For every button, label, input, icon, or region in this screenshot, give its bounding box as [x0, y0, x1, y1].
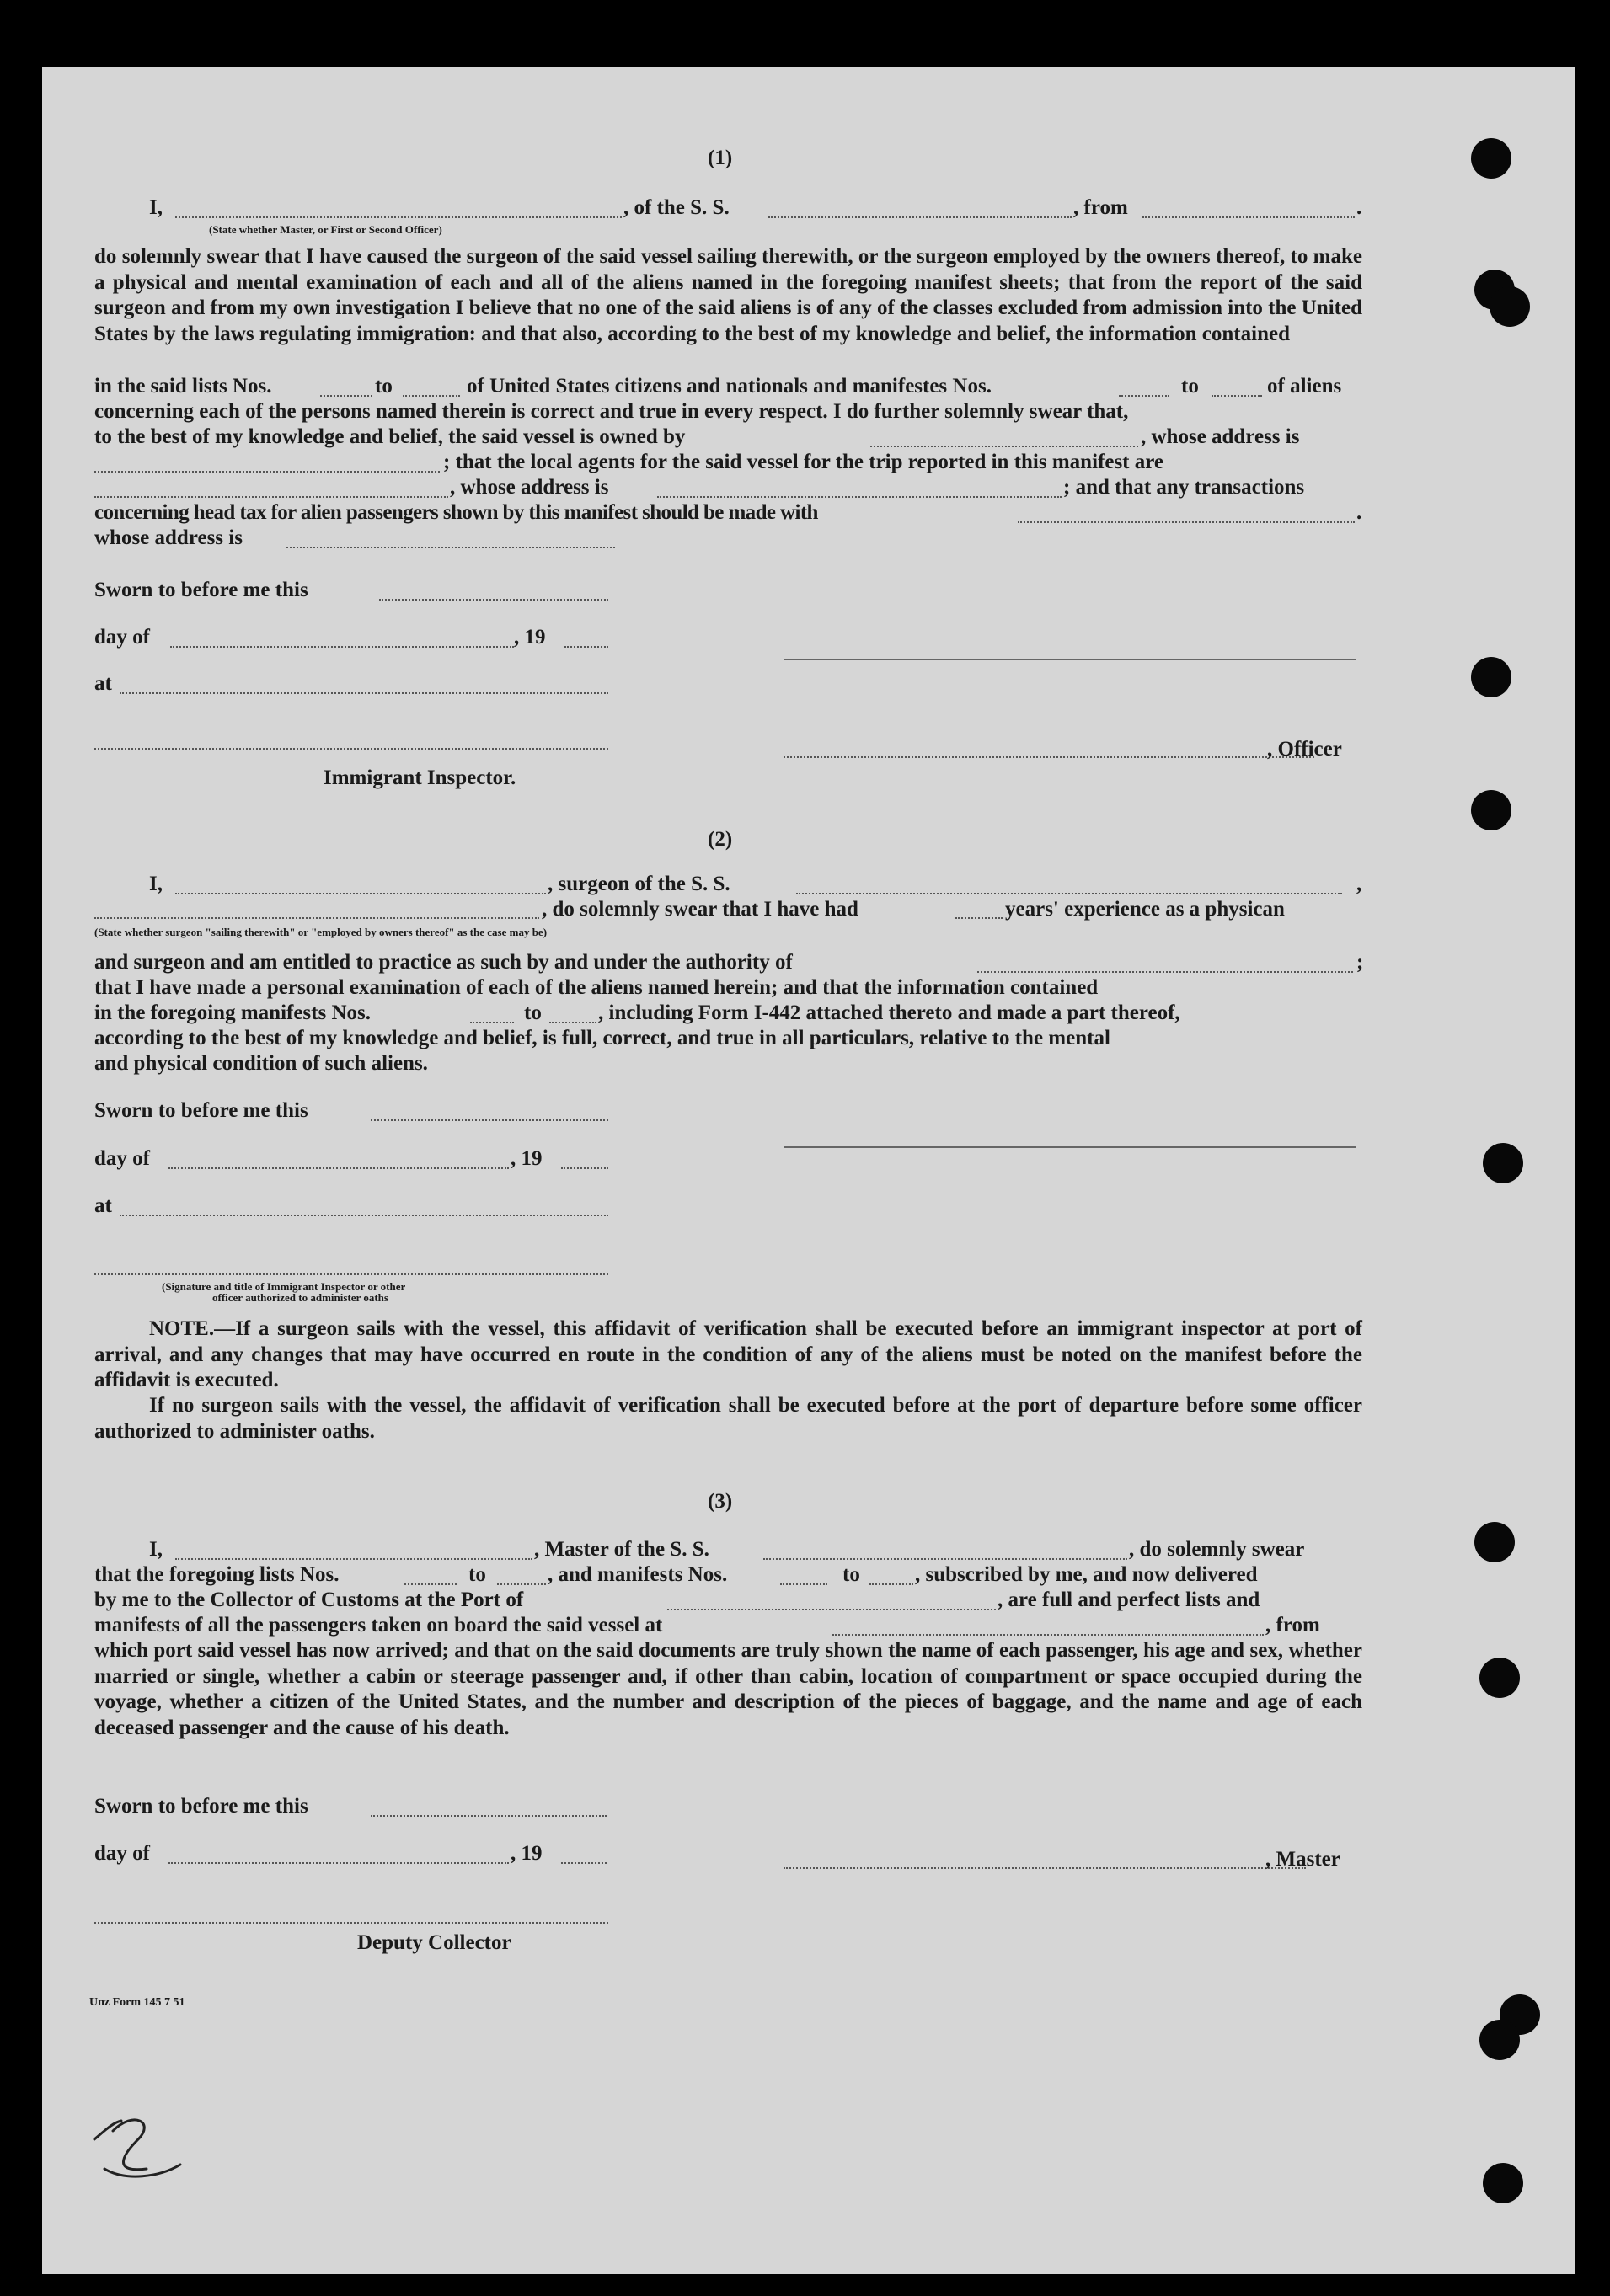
s3-sworn-field[interactable]	[371, 1815, 607, 1817]
s1-agents-label: ; that the local agents for the said vessel for the trip reported in this manifest are	[443, 451, 1163, 473]
punch-hole	[1483, 1143, 1523, 1183]
s3-day-of-label: day of	[94, 1842, 150, 1865]
s1-lists-to-field[interactable]	[403, 395, 460, 397]
s3-year-field[interactable]	[561, 1862, 607, 1864]
s2-examination-line: that I have made a personal examination of each of the aliens named herein; and that the information contained	[94, 976, 1099, 999]
s1-sworn-label: Sworn to before me this	[94, 579, 308, 601]
s2-manifests-from-field[interactable]	[470, 1022, 514, 1023]
s1-vessel-field[interactable]	[768, 216, 1072, 218]
s2-experience-label: years' experience as a physican	[1005, 898, 1285, 921]
punch-hole	[1479, 2020, 1520, 2060]
s2-day-field[interactable]	[168, 1167, 509, 1169]
section-1-number: (1)	[708, 147, 733, 169]
s2-surgeon-name-field[interactable]	[175, 893, 546, 894]
s3-master-name-field[interactable]	[175, 1558, 532, 1560]
s1-sworn-field[interactable]	[379, 599, 608, 601]
s2-at-label: at	[94, 1194, 112, 1217]
s2-at-field[interactable]	[120, 1215, 608, 1216]
s3-manifests-to-field[interactable]	[869, 1583, 913, 1585]
s3-day-field[interactable]	[168, 1862, 509, 1864]
s1-aliens-label: of aliens	[1267, 375, 1342, 398]
s2-authority-label: and surgeon and am entitled to practice as such by and under the authority of	[94, 951, 793, 974]
s3-from-label: , from	[1265, 1614, 1320, 1637]
s1-manifests-to-label: to	[1181, 375, 1199, 398]
s2-sailing-status-field[interactable]	[94, 917, 539, 919]
s1-lists-nos-label: in the said lists Nos.	[94, 375, 272, 398]
s3-embark-port-field[interactable]	[832, 1634, 1264, 1636]
s3-master-signature-line[interactable]	[784, 1867, 1306, 1869]
s1-owner-address-field[interactable]	[94, 471, 440, 473]
s1-officer-signature-line-upper[interactable]	[784, 659, 1356, 660]
s1-period: .	[1356, 196, 1362, 219]
s1-oath-paragraph: do solemnly swear that I have caused the surgeon of the said vessel sailing therewith, or the surgeon employed by the owners thereof, to make a physical and mental examination of each and all of the aliens named in the foregoing manifest sheets; that from the report of the said surgeon and from my own investigation I believe that no one of the said aliens is of any of the classes excluded from admission into the United States by the laws regulating immigration: and that also, according to the best of my knowledge and belief, the information contained	[94, 245, 1362, 345]
s1-of-ss-label: , of the S. S.	[623, 196, 730, 219]
s2-year-label: , 19	[511, 1147, 543, 1170]
s2-comma: ,	[1356, 873, 1362, 895]
s2-sailing-hint: (State whether surgeon "sailing therewith" or "employed by owners thereof" as the case may be)	[94, 926, 548, 938]
s3-port-label: by me to the Collector of Customs at the Port of	[94, 1589, 524, 1611]
s2-manifests-to-label: to	[524, 1001, 542, 1024]
s1-transactions-label: ; and that any transactions	[1063, 476, 1305, 499]
s1-at-field[interactable]	[120, 692, 608, 694]
s3-port-field[interactable]	[667, 1609, 996, 1610]
punch-hole	[1471, 657, 1511, 697]
s2-inspector-signature-line[interactable]	[94, 1273, 608, 1275]
s1-head-tax-field[interactable]	[1018, 521, 1355, 523]
s1-agents-field[interactable]	[94, 496, 448, 498]
s2-manifests-nos-label: in the foregoing manifests Nos.	[94, 1001, 372, 1024]
punch-hole	[1483, 2163, 1523, 2203]
s1-officer-name-field[interactable]	[175, 216, 622, 218]
s3-year-label: , 19	[511, 1842, 543, 1865]
s2-years-field[interactable]	[955, 917, 1003, 919]
s1-agents-address-field[interactable]	[657, 496, 1062, 498]
form-number: Unz Form 145 7 51	[89, 1996, 185, 2009]
section-3-number: (3)	[708, 1490, 733, 1513]
s1-head-tax-address-field[interactable]	[286, 547, 615, 548]
s2-year-field[interactable]	[561, 1167, 608, 1169]
s1-lists-from-field[interactable]	[320, 395, 372, 397]
s1-whose-address-label: whose address is	[94, 526, 243, 549]
s1-inspector-label: Immigrant Inspector.	[324, 766, 516, 789]
s1-head-tax-period: .	[1356, 501, 1362, 524]
s3-lists-to-field[interactable]	[497, 1583, 546, 1585]
s3-delivered-label: , subscribed by me, and now delivered	[915, 1563, 1258, 1586]
s1-owned-by-label: to the best of my knowledge and belief, the said vessel is owned by	[94, 425, 686, 448]
punch-hole	[1471, 790, 1511, 830]
s3-arrival-paragraph: which port said vessel has now arrived; and that on the said documents are truly shown the name of each passenger, his age and sex, whether married or single, whether a cabin or steerage passenger and, if other than cabin, location of compartment or space occupied during the voyage, whether a citizen of the United States, and the number and description of the pieces of baggage, and the name and age of each deceased passenger and the cause of his death.	[94, 1639, 1362, 1739]
s2-sworn-label: Sworn to before me this	[94, 1099, 308, 1122]
s3-i-label: I,	[149, 1538, 163, 1561]
s3-lists-to-label: to	[468, 1563, 486, 1586]
s3-vessel-field[interactable]	[763, 1558, 1127, 1560]
s2-surgeon-signature-line[interactable]	[784, 1146, 1356, 1148]
s1-year-label: , 19	[514, 626, 546, 649]
s3-lists-nos-label: that the foregoing lists Nos.	[94, 1563, 340, 1586]
s2-signature-hint-1: (Signature and title of Immigrant Inspector or other	[162, 1280, 406, 1293]
s1-officer-hint: (State whether Master, or First or Second Officer)	[209, 223, 442, 236]
s2-sworn-field[interactable]	[371, 1119, 608, 1121]
s3-lists-from-field[interactable]	[404, 1583, 457, 1585]
s2-signature-hint-2: officer authorized to administer oaths	[212, 1291, 388, 1304]
s2-form-i442-label: , including Form I-442 attached thereto and made a part thereof,	[598, 1001, 1180, 1024]
punch-hole	[1479, 1658, 1520, 1698]
s1-inspector-signature-line[interactable]	[94, 748, 608, 750]
s1-at-label: at	[94, 672, 112, 695]
punch-hole	[1490, 286, 1530, 327]
punch-hole	[1471, 138, 1511, 179]
s3-manifests-nos-label: , and manifests Nos.	[548, 1563, 728, 1586]
s3-swear-label: , do solemnly swear	[1129, 1538, 1305, 1561]
s1-correct-line: concerning each of the persons named therein is correct and true in every respect. I do further solemnly swear that,	[94, 400, 1129, 423]
s1-manifests-from-field[interactable]	[1119, 395, 1169, 397]
note-paragraph-1: NOTE.—If a surgeon sails with the vessel, this affidavit of verification shall be executed before an immigrant inspector at port of arrival, and any changes that may have occurred en route in the condition of any of the aliens must be noted on the manifest before the affidavit is executed.	[94, 1317, 1362, 1391]
s1-from-label: , from	[1073, 196, 1128, 219]
s1-citizens-label: of United States citizens and nationals and manifestes Nos.	[467, 375, 992, 398]
s3-collector-signature-line[interactable]	[94, 1922, 608, 1924]
s1-manifests-to-field[interactable]	[1212, 395, 1262, 397]
s3-master-of-label: , Master of the S. S.	[534, 1538, 709, 1561]
s3-sworn-label: Sworn to before me this	[94, 1795, 308, 1818]
s2-surgeon-of-label: , surgeon of the S. S.	[548, 873, 730, 895]
s3-perfect-lists-label: , are full and perfect lists and	[998, 1589, 1260, 1611]
note-paragraph-2: If no surgeon sails with the vessel, the affidavit of verification shall be executed before at the port of departure before some officer authorized to administer oaths.	[94, 1394, 1362, 1443]
s2-manifests-to-field[interactable]	[549, 1022, 596, 1023]
s2-authority-field[interactable]	[977, 971, 1353, 973]
s1-from-field[interactable]	[1142, 216, 1355, 218]
s3-collector-label: Deputy Collector	[357, 1931, 511, 1954]
s1-year-field[interactable]	[564, 646, 608, 648]
s1-day-field[interactable]	[170, 646, 514, 648]
s3-master-label: , Master	[1265, 1848, 1340, 1871]
s1-i-label: I,	[149, 196, 163, 219]
s2-swear-label: , do solemnly swear that I have had	[542, 898, 858, 921]
punch-hole	[1474, 1522, 1515, 1562]
s3-manifests-to-label: to	[842, 1563, 860, 1586]
s1-day-of-label: day of	[94, 626, 150, 649]
s1-officer-label: , Officer	[1267, 738, 1342, 761]
s1-officer-signature-line[interactable]	[784, 756, 1314, 758]
s2-day-of-label: day of	[94, 1147, 150, 1170]
s2-condition-line: and physical condition of such aliens.	[94, 1052, 428, 1075]
s2-i-label: I,	[149, 873, 163, 895]
s1-lists-to-label: to	[375, 375, 393, 398]
section-2-number: (2)	[708, 828, 733, 851]
s1-agents-address-label: , whose address is	[450, 476, 609, 499]
s2-vessel-field[interactable]	[796, 893, 1342, 894]
s1-owner-field[interactable]	[870, 446, 1138, 447]
form-page	[42, 67, 1575, 2274]
s3-taken-on-board-label: manifests of all the passengers taken on board the said vessel at	[94, 1614, 663, 1637]
s3-manifests-from-field[interactable]	[780, 1583, 827, 1585]
s2-belief-line: according to the best of my knowledge and belief, is full, correct, and true in all particulars, relative to the mental	[94, 1027, 1110, 1049]
s1-head-tax-label: concerning head tax for alien passengers shown by this manifest should be made with	[94, 501, 818, 524]
s2-semicolon: ;	[1356, 951, 1364, 974]
handwritten-mark	[88, 2106, 206, 2198]
s1-owner-address-label: , whose address is	[1141, 425, 1300, 448]
